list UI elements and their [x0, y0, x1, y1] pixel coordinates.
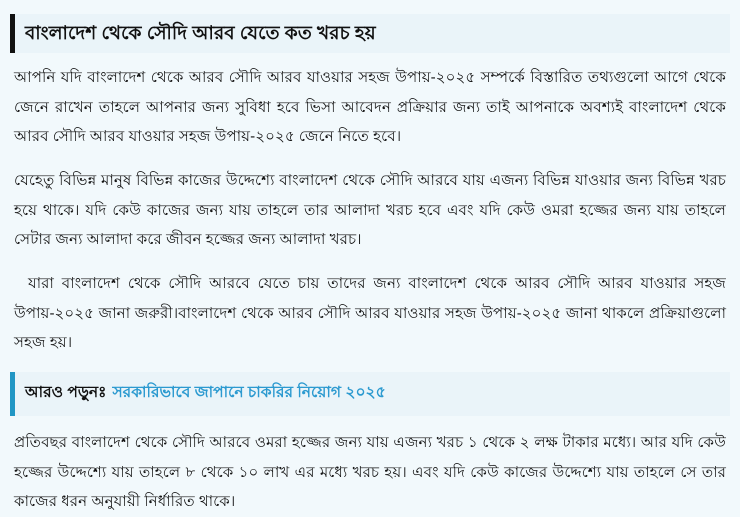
- article-paragraph-4: প্রতিবছর বাংলাদেশ থেকে সৌদি আরবে ওমরা হজ্জের জন্য যায় এজন্য খরচ ১ থেকে ২ লক্ষ টাকার মধ্যে। আর যদি কেউ হজ্জের উদ্দেশ্যে যায় তাহলে ৮ থেকে ১০ লাখ এর মধ্যে খরচ হয়। এবং যদি কেউ কাজের উদ্দেশ্যে যায় তাহলে সে তার কাজের ধরন অনুযায়ী নির্ধারিত থাকে।: [14, 433, 726, 511]
- article-paragraph-1: আপনি যদি বাংলাদেশ থেকে আরব সৌদি আরব যাওয়ার সহজ উপায়-২০২৫ সম্পর্কে বিস্তারিত তথ্যগুলো আগে থেকে জেনে রাখেন তাহলে আপনার জন্য সুবিধা হবে ভিসা আবেদন প্রক্রিয়ার জন্য তাই আপনাকে অবশ্যই বাংলাদেশ থেকে আরব সৌদি আরব যাওয়ার সহজ উপায়-২০২৫ জেনে নিতে হবে।: [14, 69, 726, 146]
- read-more-link[interactable]: সরকারিভাবে জাপানে চাকরির নিয়োগ ২০২৫: [112, 383, 386, 401]
- article-paragraph-3: যারা বাংলাদেশ থেকে সৌদি আরবে যেতে চায় তাদের জন্য বাংলাদেশ থেকে আরব সৌদি আরব যাওয়ার সহজ উপায়-২০২৫ জানা জরুরী।বাংলাদেশ থেকে আরব সৌদি আরব যাওয়ার সহজ উপায়-২০২৫ জানা থাকলে প্রক্রিয়াগুলো সহজ হয়।: [14, 274, 726, 352]
- read-more-block: [10, 372, 730, 416]
- page-title: বাংলাদেশ থেকে সৌদি আরব যেতে কত খরচ হয়: [25, 22, 376, 43]
- article-paragraph-2: যেহেতু বিভিন্ন মানুষ বিভিন্ন কাজের উদ্দেশ্যে বাংলাদেশ থেকে সৌদি আরবে যায় এজন্য বিভিন্ন যাওয়ার জন্য বিভিন্ন খরচ হয়ে থাকে। যদি কেউ কাজের জন্য যায় তাহলে তার আলাদা খরচ হবে এবং যদি কেউ ওমরা হজ্জের জন্য যায় তাহলে সেটার জন্য আলাদা করে জীবন হজ্জের জন্য আলাদা খরচ।: [14, 172, 726, 249]
- read-more-label: আরও পড়ুনঃ: [25, 383, 107, 401]
- article-heading-block: [10, 14, 730, 53]
